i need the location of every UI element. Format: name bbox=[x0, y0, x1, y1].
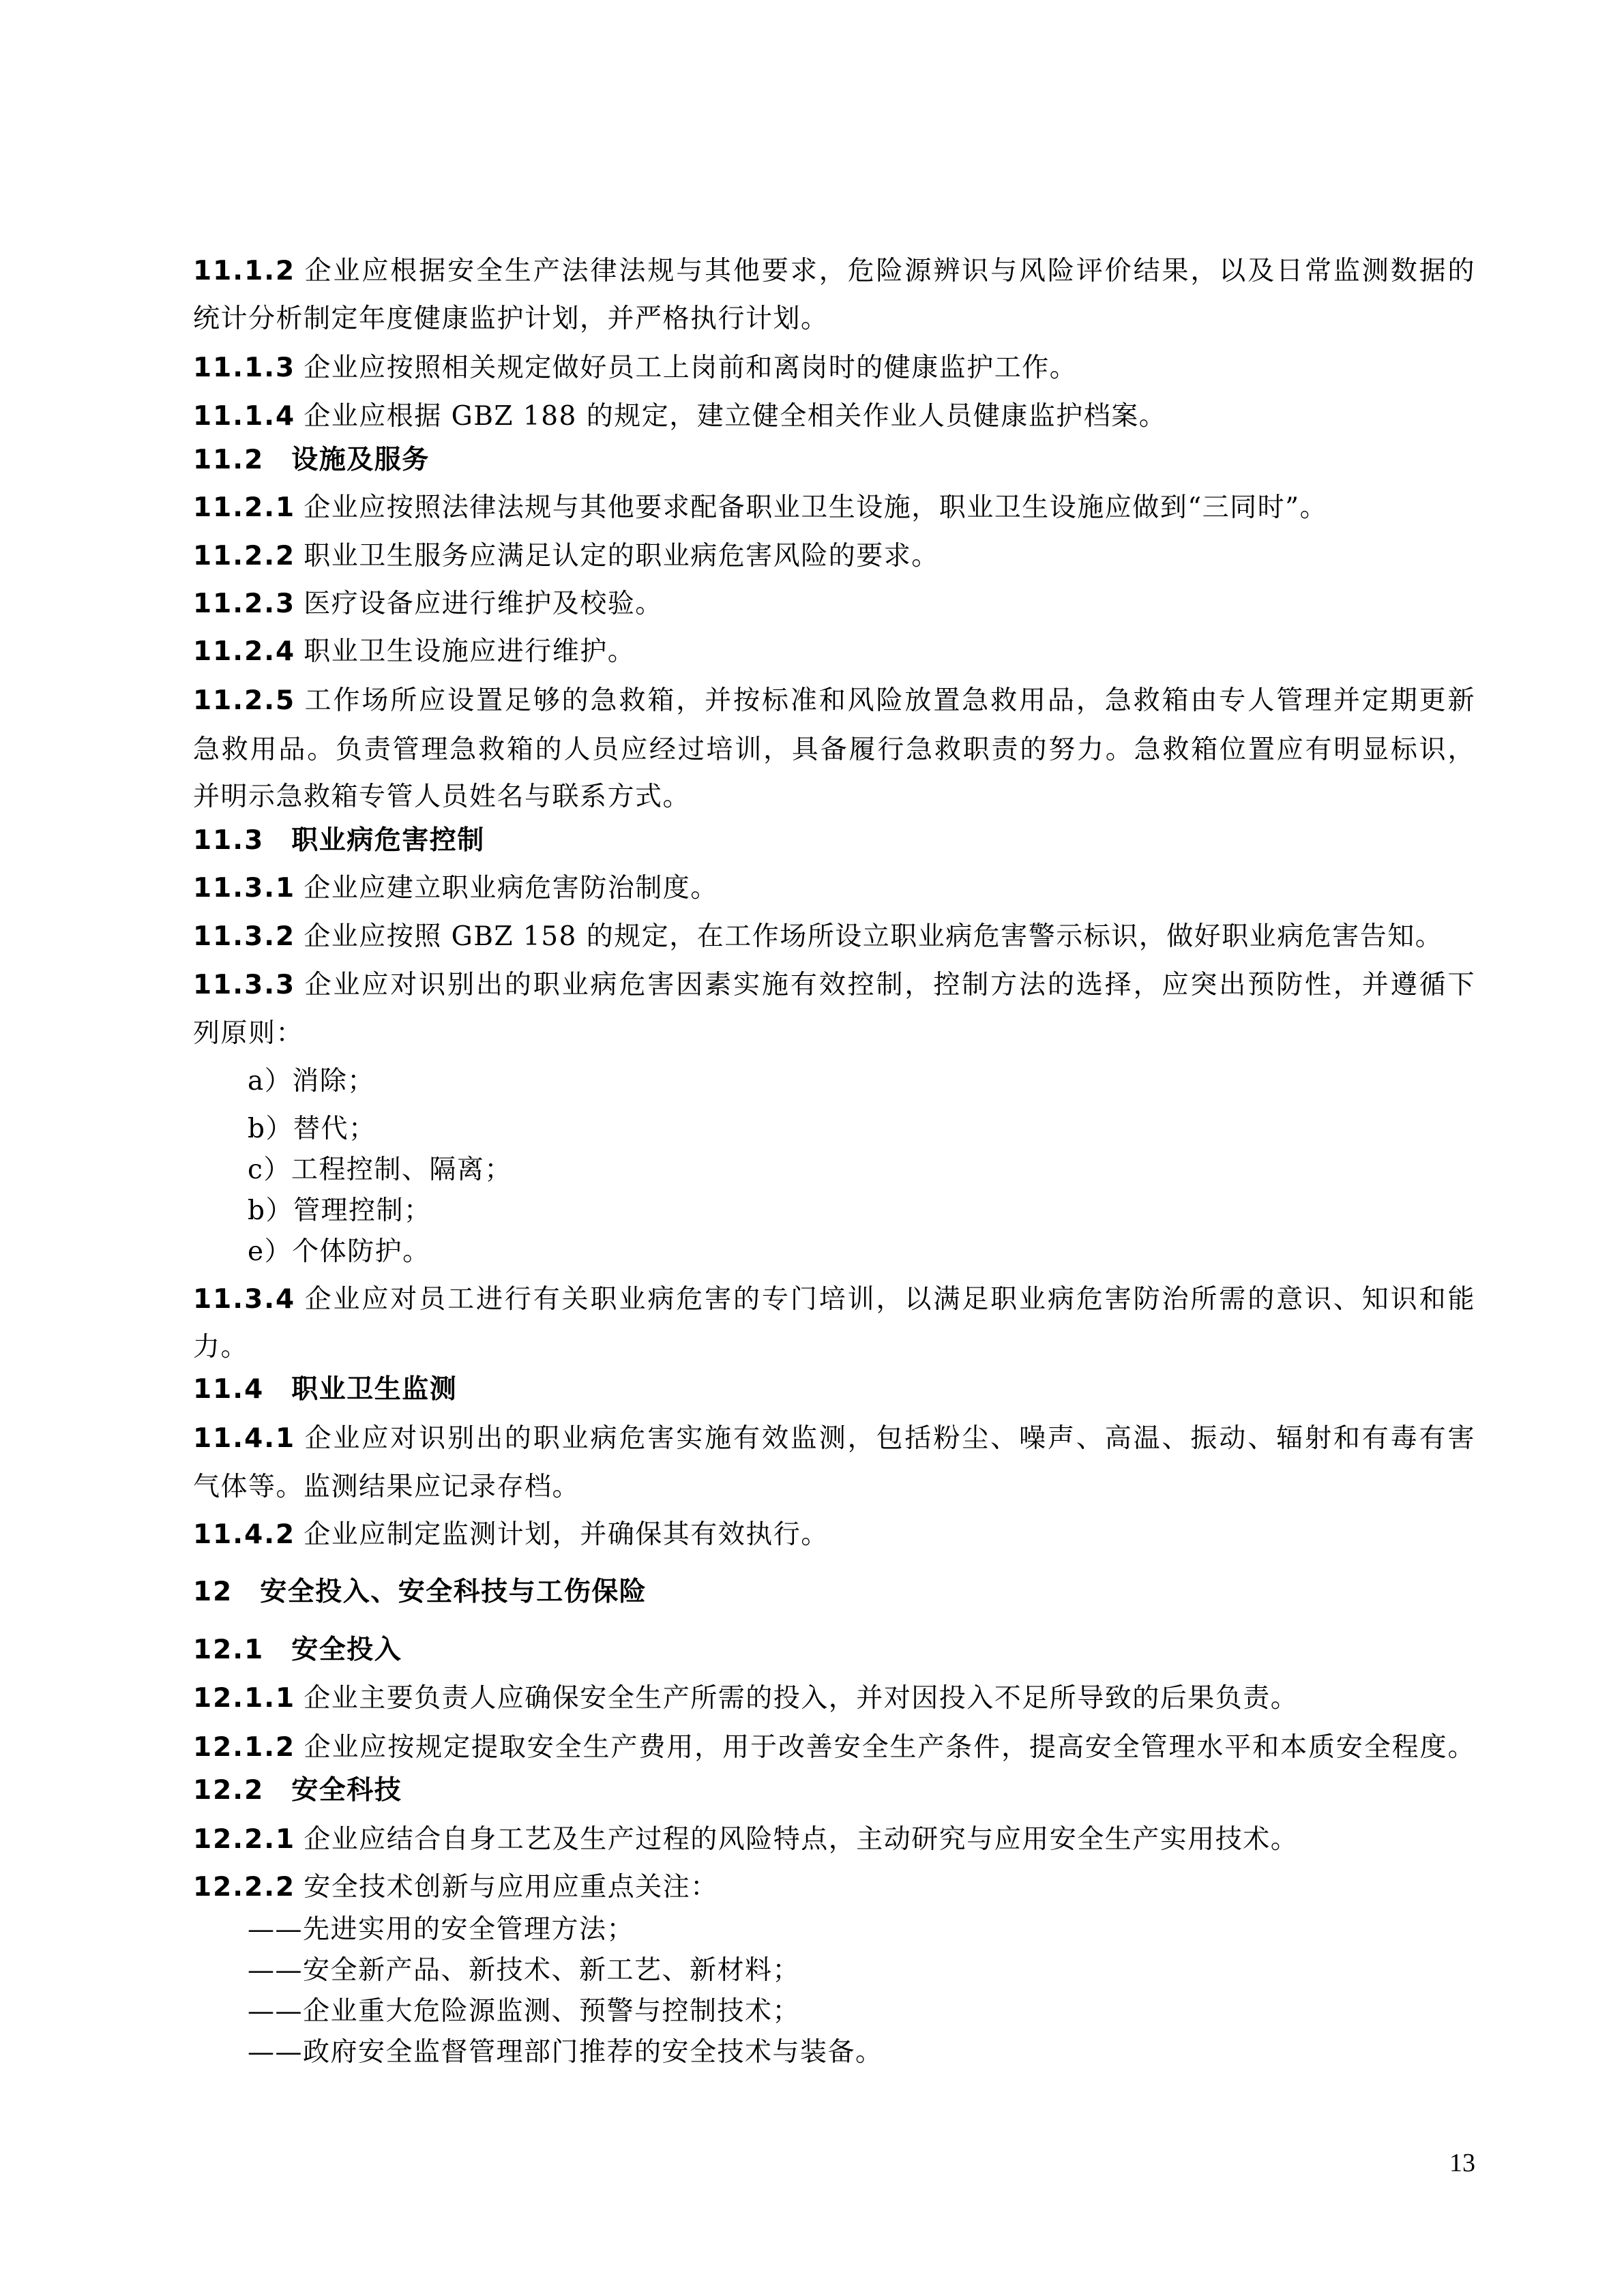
clause-11-3-3-line-2: 列原则： bbox=[193, 1018, 304, 1049]
clause-11-2-2: 11.2.2 职业卫生服务应满足认定的职业病危害风险的要求。 bbox=[193, 541, 939, 571]
list-item-d: b）管理控制； bbox=[248, 1195, 432, 1226]
clause-11-3-3-line-1: 11.3.3 企业应对识别出的职业病危害因素实施有效控制，控制方法的选择，应突出预防性，并遵循下 bbox=[193, 970, 1475, 1000]
clause-11-1-3: 11.1.3 企业应按照相关规定做好员工上岗前和离岗时的健康监护工作。 bbox=[193, 353, 1078, 383]
list-item-a: a）消除； bbox=[248, 1066, 375, 1097]
clause-11-1-4: 11.1.4 企业应根据 GBZ 188 的规定，建立健全相关作业人员健康监护档案。 bbox=[193, 401, 1167, 432]
clause-11-4-2: 11.4.2 企业应制定监测计划，并确保其有效执行。 bbox=[193, 1519, 829, 1550]
dash-item-4: ——政府安全监督管理部门推荐的安全技术与装备。 bbox=[248, 2037, 883, 2068]
dash-item-2: ——安全新产品、新技术、新工艺、新材料； bbox=[248, 1955, 801, 1986]
clause-11-3-1: 11.3.1 企业应建立职业病危害防治制度。 bbox=[193, 873, 718, 904]
heading-11-4: 11.4 职业卫生监测 bbox=[193, 1374, 458, 1405]
list-item-b: b）替代； bbox=[248, 1114, 377, 1144]
clause-11-4-1-line-2: 气体等。监测结果应记录存档。 bbox=[193, 1472, 580, 1502]
clause-11-2-5-line-1: 11.2.5 工作场所应设置足够的急救箱，并按标准和风险放置急救用品，急救箱由专人管理并定期更新 bbox=[193, 685, 1475, 716]
page-number: 13 bbox=[1449, 2149, 1475, 2177]
heading-12-1: 12.1 安全投入 bbox=[193, 1635, 402, 1665]
clause-11-1-2-line-1: 11.1.2 企业应根据安全生产法律法规与其他要求，危险源辨识与风险评价结果，以及日常监测数据的 bbox=[193, 256, 1475, 286]
heading-11-2: 11.2 设施及服务 bbox=[193, 445, 430, 475]
heading-12-2: 12.2 安全科技 bbox=[193, 1775, 402, 1806]
clause-11-2-1: 11.2.1 企业应按照法律法规与其他要求配备职业卫生设施，职业卫生设施应做到“三同时”。 bbox=[193, 492, 1328, 523]
clause-11-3-2: 11.3.2 企业应按照 GBZ 158 的规定，在工作场所设立职业病危害警示标识，做好职业病危害告知。 bbox=[193, 921, 1443, 952]
clause-12-1-1: 12.1.1 企业主要负责人应确保安全生产所需的投入，并对因投入不足所导致的后果负责。 bbox=[193, 1683, 1299, 1714]
clause-11-3-4-line-2: 力。 bbox=[193, 1332, 249, 1362]
clause-11-1-2-line-2: 统计分析制定年度健康监护计划，并严格执行计划。 bbox=[193, 303, 829, 334]
clause-11-2-4: 11.2.4 职业卫生设施应进行维护。 bbox=[193, 636, 636, 667]
clause-11-2-5-line-2: 急救用品。负责管理急救箱的人员应经过培训，具备履行急救职责的努力。急救箱位置应有明显标识， bbox=[193, 734, 1475, 765]
clause-11-2-3: 11.2.3 医疗设备应进行维护及校验。 bbox=[193, 588, 663, 619]
heading-12: 12 安全投入、安全科技与工伤保险 bbox=[193, 1577, 647, 1607]
clause-11-3-4-line-1: 11.3.4 企业应对员工进行有关职业病危害的专门培训，以满足职业病危害防治所需的意识、知识和能 bbox=[193, 1284, 1475, 1315]
list-item-c: c）工程控制、隔离； bbox=[248, 1154, 512, 1185]
list-item-e: e）个体防护。 bbox=[248, 1236, 430, 1267]
clause-11-4-1-line-1: 11.4.1 企业应对识别出的职业病危害实施有效监测，包括粉尘、噪声、高温、振动、辐射和有毒有害 bbox=[193, 1423, 1475, 1454]
dash-item-3: ——企业重大危险源监测、预警与控制技术； bbox=[248, 1996, 801, 2027]
clause-12-2-1: 12.2.1 企业应结合自身工艺及生产过程的风险特点，主动研究与应用安全生产实用技术。 bbox=[193, 1824, 1299, 1855]
clause-11-2-5-line-3: 并明示急救箱专管人员姓名与联系方式。 bbox=[193, 781, 691, 812]
heading-11-3: 11.3 职业病危害控制 bbox=[193, 825, 485, 856]
clause-12-1-2: 12.1.2 企业应按规定提取安全生产费用，用于改善安全生产条件，提高安全管理水平和本质安全程度。 bbox=[193, 1732, 1475, 1763]
clause-12-2-2: 12.2.2 安全技术创新与应用应重点关注： bbox=[193, 1872, 718, 1903]
dash-item-1: ——先进实用的安全管理方法； bbox=[248, 1914, 635, 1945]
